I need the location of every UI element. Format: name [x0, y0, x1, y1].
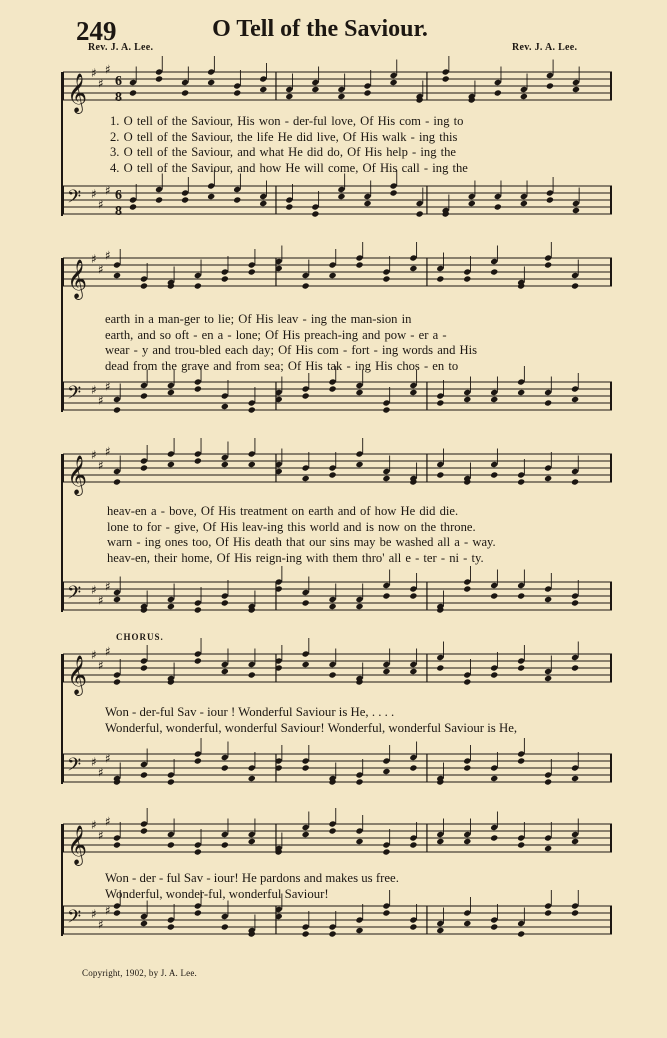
chorus-text — [105, 704, 662, 736]
verse-1-line-1: 1. O tell of the Saviour, His won - der-ful love, Of His com - ing to — [110, 114, 464, 128]
sharp-icon: ♯ — [98, 828, 104, 843]
music-system-4 — [55, 644, 612, 808]
sharp-icon: ♯ — [98, 458, 104, 473]
treble-staff — [55, 248, 612, 299]
music-system-3 — [55, 446, 612, 626]
treble-staff-lines — [55, 814, 612, 872]
treble-clef-icon: 𝄞 — [67, 825, 88, 865]
treble-staff-lines — [55, 444, 612, 502]
music-system-5 — [55, 814, 612, 968]
treble-staff — [55, 62, 612, 113]
lyricist-credit: Rev. J. A. Lee. — [88, 42, 154, 53]
bass-staff — [55, 904, 612, 940]
hymn-number: 249 — [76, 16, 117, 46]
sharp-icon: ♯ — [98, 593, 104, 608]
treble-clef-icon: 𝄞 — [67, 455, 88, 495]
bass-staff — [55, 380, 612, 416]
verse-4-line-1: 4. O tell of the Saviour, and how He will come, Of His call - ing the — [110, 160, 468, 175]
bass-clef-icon: 𝄢 — [67, 187, 82, 212]
sharp-icon: ♯ — [98, 76, 104, 91]
chorus-line-1-treble: Won - der-ful Sav - iour ! Wonderful Saviour is He, . . . . — [105, 705, 395, 719]
sharp-icon: ♯ — [91, 907, 97, 921]
treble-clef-icon: 𝄞 — [67, 73, 88, 113]
bass-clef-icon: 𝄢 — [67, 907, 82, 932]
sharp-icon: ♯ — [105, 62, 111, 77]
bass-clef-icon: 𝄢 — [67, 383, 82, 408]
music-system-2 — [55, 248, 612, 437]
bass-clef-icon: 𝄢 — [67, 755, 82, 780]
bass-staff-lines — [55, 580, 612, 630]
verse-block — [110, 114, 667, 176]
sharp-icon: ♯ — [91, 448, 97, 462]
sharp-icon: ♯ — [91, 583, 97, 597]
sharp-icon: ♯ — [105, 248, 111, 263]
treble-staff-lines — [55, 644, 612, 702]
chorus-line-2-treble: Won - der - ful Sav - iour! He pardons and makes us free. — [105, 871, 399, 885]
sharp-icon: ♯ — [105, 579, 111, 594]
sharp-icon: ♯ — [98, 765, 104, 780]
sharp-icon: ♯ — [98, 658, 104, 673]
copyright-notice: Copyright, 1902, by J. A. Lee. — [82, 968, 197, 978]
sharp-icon: ♯ — [105, 379, 111, 394]
sharp-icon: ♯ — [105, 183, 111, 198]
system-bracket — [61, 258, 63, 412]
time-signature: 6 — [115, 74, 122, 89]
sharp-icon: ♯ — [98, 393, 104, 408]
sharp-icon: ♯ — [105, 751, 111, 766]
treble-staff — [55, 444, 612, 495]
bass-staff — [55, 580, 612, 616]
system-bracket — [61, 824, 63, 936]
sharp-icon: ♯ — [98, 917, 104, 932]
time-signature: 8 — [115, 204, 122, 219]
treble-staff — [55, 644, 612, 695]
verse-4-line-2: dead from the grave and from sea; Of His tak - ing His chos - en to — [105, 358, 459, 373]
verse-1-line-3: heav-en a - bove, Of His treatment on earth and of how He did die. — [107, 504, 459, 518]
system-bracket — [61, 454, 63, 612]
verse-block — [107, 504, 664, 566]
hymn-title: O Tell of the Saviour. — [212, 16, 428, 42]
chorus-line-2-bass: Wonderful, wonder-ful, wonderful Saviour! — [105, 887, 329, 901]
treble-clef-icon: 𝄞 — [67, 655, 88, 695]
treble-staff-lines — [55, 248, 612, 306]
sharp-icon: ♯ — [98, 262, 104, 277]
verse-2-line-2: earth, and so oft - en a - lone; Of His preach-ing and pow - er a - — [105, 327, 447, 342]
time-signature: 8 — [115, 90, 122, 105]
verse-2-line-3: lone to for - give, Of His leav-ing this world and is now on the throne. — [107, 519, 476, 534]
bass-staff-lines — [55, 752, 612, 802]
verse-1-line-2: earth in a man-ger to lie; Of His leav - ing the man-sion in — [105, 312, 412, 326]
sharp-icon: ♯ — [105, 444, 111, 459]
verse-3-line-2: wear - y and trou-bled each day; Of His com - fort - ing words and His — [105, 343, 478, 357]
sharp-icon: ♯ — [91, 187, 97, 201]
sharp-icon: ♯ — [91, 648, 97, 662]
system-bracket — [61, 654, 63, 784]
composer-credit: Rev. J. A. Lee. — [512, 42, 578, 53]
verse-4-line-3: heav-en, their home, Of His reign-ing with them thro' all e - ter - ni - ty. — [107, 550, 484, 565]
sharp-icon: ♯ — [91, 66, 97, 80]
verse-block — [105, 312, 662, 374]
treble-staff-lines — [55, 62, 612, 120]
bass-staff-lines — [55, 380, 612, 430]
time-signature: 6 — [115, 188, 122, 203]
sharp-icon: ♯ — [98, 197, 104, 212]
bass-clef-icon: 𝄢 — [67, 583, 82, 608]
verse-3-line-1: 3. O tell of the Saviour, and what He did do, Of His help - ing the — [110, 145, 457, 159]
sharp-icon: ♯ — [91, 252, 97, 266]
verse-2-line-1: 2. O tell of the Saviour, the life He did live, Of His walk - ing this — [110, 129, 458, 144]
bass-staff-lines — [55, 904, 612, 954]
bass-staff-lines — [55, 184, 612, 234]
sharp-icon: ♯ — [91, 818, 97, 832]
system-bracket — [61, 72, 63, 216]
treble-staff — [55, 814, 612, 865]
sharp-icon: ♯ — [105, 814, 111, 829]
bass-staff — [55, 184, 612, 220]
chorus-label: CHORUS. — [116, 632, 164, 642]
sharp-icon: ♯ — [91, 755, 97, 769]
verse-3-line-3: warn - ing ones too, Of His death that our sins may be washed all a - way. — [107, 535, 496, 549]
sharp-icon: ♯ — [105, 903, 111, 918]
chorus-line-1-bass: Wonderful, wonderful, wonderful Saviour! Wonderful, wonderful Saviour is He, — [105, 721, 518, 735]
sharp-icon: ♯ — [105, 644, 111, 659]
bass-staff — [55, 752, 612, 788]
music-system-1 — [55, 62, 612, 247]
sharp-icon: ♯ — [91, 383, 97, 397]
treble-clef-icon: 𝄞 — [67, 259, 88, 299]
